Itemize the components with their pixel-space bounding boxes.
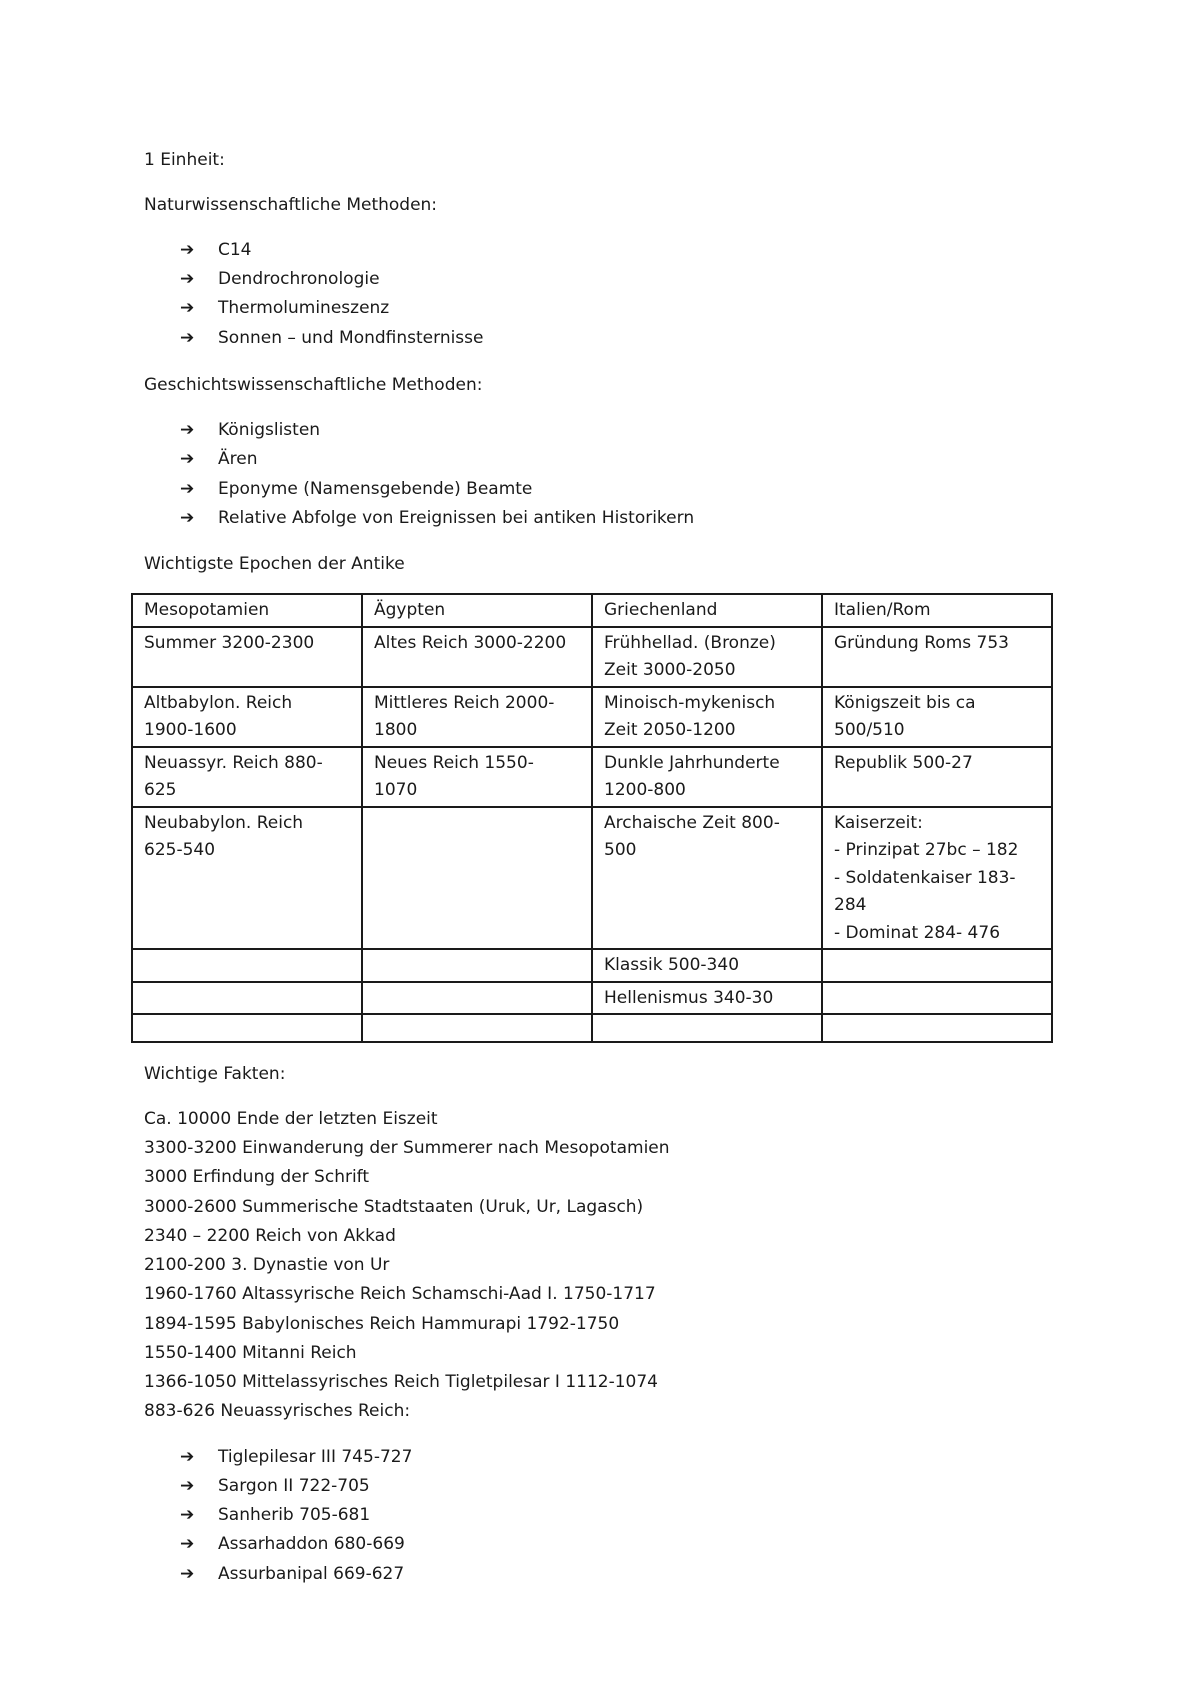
table-cell [362,807,592,950]
arrow-right-icon: ➔ [180,479,195,499]
epochs-table [131,593,1053,1043]
table-row [132,982,1052,1015]
table-cell: Archaische Zeit 800- 500 [592,807,822,950]
list-item: ➔ C14 [180,240,252,260]
list-item: ➔ Königslisten [180,420,321,440]
list-item: ➔ Assurbanipal 669-627 [180,1564,405,1584]
column-header: Mesopotamien [132,594,362,627]
fact-line: 3300-3200 Einwanderung der Summerer nach Mesopotamien [144,1138,670,1158]
fact-line: Ca. 10000 Ende der letzten Eiszeit [144,1109,438,1129]
table-cell [362,949,592,982]
table-row [132,807,1052,950]
table-cell [822,949,1052,982]
table-cell: Altes Reich 3000-2200 [362,627,592,687]
list-item: ➔ Assarhaddon 680-669 [180,1534,405,1554]
fact-line: 3000 Erfindung der Schrift [144,1167,370,1187]
unit-heading: 1 Einheit: [144,150,225,170]
list-item: ➔ Tiglepilesar III 745-727 [180,1447,413,1467]
table-cell: Neuassyr. Reich 880- 625 [132,747,362,807]
table-cell [132,982,362,1015]
fact-line: 2100-200 3. Dynastie von Ur [144,1255,390,1275]
arrow-right-icon: ➔ [180,449,195,469]
list-item: ➔ Eponyme (Namensgebende) Beamte [180,479,533,499]
fact-line: 2340 – 2200 Reich von Akkad [144,1226,396,1246]
arrow-right-icon: ➔ [180,1476,195,1496]
table-cell: Gründung Roms 753 [822,627,1052,687]
table-cell [592,1014,822,1042]
list-item: ➔ Sanherib 705-681 [180,1505,371,1525]
list-item: ➔ Sonnen – und Mondfinsternisse [180,328,484,348]
list-item: ➔ Dendrochronologie [180,269,380,289]
table-cell: Summer 3200-2300 [132,627,362,687]
table-row [132,1014,1052,1042]
table-cell: Neubabylon. Reich 625-540 [132,807,362,950]
arrow-right-icon: ➔ [180,420,195,440]
list-item: ➔ Relative Abfolge von Ereignissen bei antiken Historikern [180,508,695,528]
column-header: Griechenland [592,594,822,627]
table-cell: Dunkle Jahrhunderte 1200-800 [592,747,822,807]
arrow-right-icon: ➔ [180,298,195,318]
table-cell [822,982,1052,1015]
table-cell: Frühhellad. (Bronze) Zeit 3000-2050 [592,627,822,687]
table-row [132,747,1052,807]
table-cell [362,1014,592,1042]
historical-methods-title: Geschichtswissenschaftliche Methoden: [144,375,483,395]
fact-line: 1960-1760 Altassyrische Reich Schamschi-Aad I. 1750-1717 [144,1284,656,1304]
table-cell: Hellenismus 340-30 [592,982,822,1015]
epochs-title: Wichtigste Epochen der Antike [144,554,405,574]
table-cell [362,982,592,1015]
table-cell [822,1014,1052,1042]
fact-line: 1550-1400 Mitanni Reich [144,1343,357,1363]
fact-line: 1366-1050 Mittelassyrisches Reich Tigletpilesar I 1112-1074 [144,1372,658,1392]
table-cell: Republik 500-27 [822,747,1052,807]
arrow-right-icon: ➔ [180,1564,195,1584]
list-item: ➔ Thermolumineszenz [180,298,390,318]
table-row [132,949,1052,982]
table-row [132,687,1052,747]
table-cell: Klassik 500-340 [592,949,822,982]
natural-methods-title: Naturwissenschaftliche Methoden: [144,195,438,215]
table-cell: Neues Reich 1550- 1070 [362,747,592,807]
fact-line: 883-626 Neuassyrisches Reich: [144,1401,411,1421]
column-header: Ägypten [362,594,592,627]
list-item: ➔ Ären [180,449,258,469]
list-item: ➔ Sargon II 722-705 [180,1476,370,1496]
table-header-row [132,594,1052,627]
arrow-right-icon: ➔ [180,240,195,260]
fact-line: 1894-1595 Babylonisches Reich Hammurapi 1792-1750 [144,1314,620,1334]
table-cell [132,949,362,982]
column-header: Italien/Rom [822,594,1052,627]
facts-title: Wichtige Fakten: [144,1064,286,1084]
arrow-right-icon: ➔ [180,1447,195,1467]
table-cell: Königszeit bis ca 500/510 [822,687,1052,747]
arrow-right-icon: ➔ [180,1534,195,1554]
table-cell [132,1014,362,1042]
table-cell: Mittleres Reich 2000- 1800 [362,687,592,747]
arrow-right-icon: ➔ [180,269,195,289]
arrow-right-icon: ➔ [180,1505,195,1525]
table-cell: Altbabylon. Reich 1900-1600 [132,687,362,747]
arrow-right-icon: ➔ [180,328,195,348]
table-cell: Kaiserzeit: - Prinzipat 27bc – 182 - Soldatenkaiser 183- 284 - Dominat 284- 476 [822,807,1052,950]
fact-line: 3000-2600 Summerische Stadtstaaten (Uruk, Ur, Lagasch) [144,1197,644,1217]
table-row [132,627,1052,687]
table-cell: Minoisch-mykenisch Zeit 2050-1200 [592,687,822,747]
arrow-right-icon: ➔ [180,508,195,528]
